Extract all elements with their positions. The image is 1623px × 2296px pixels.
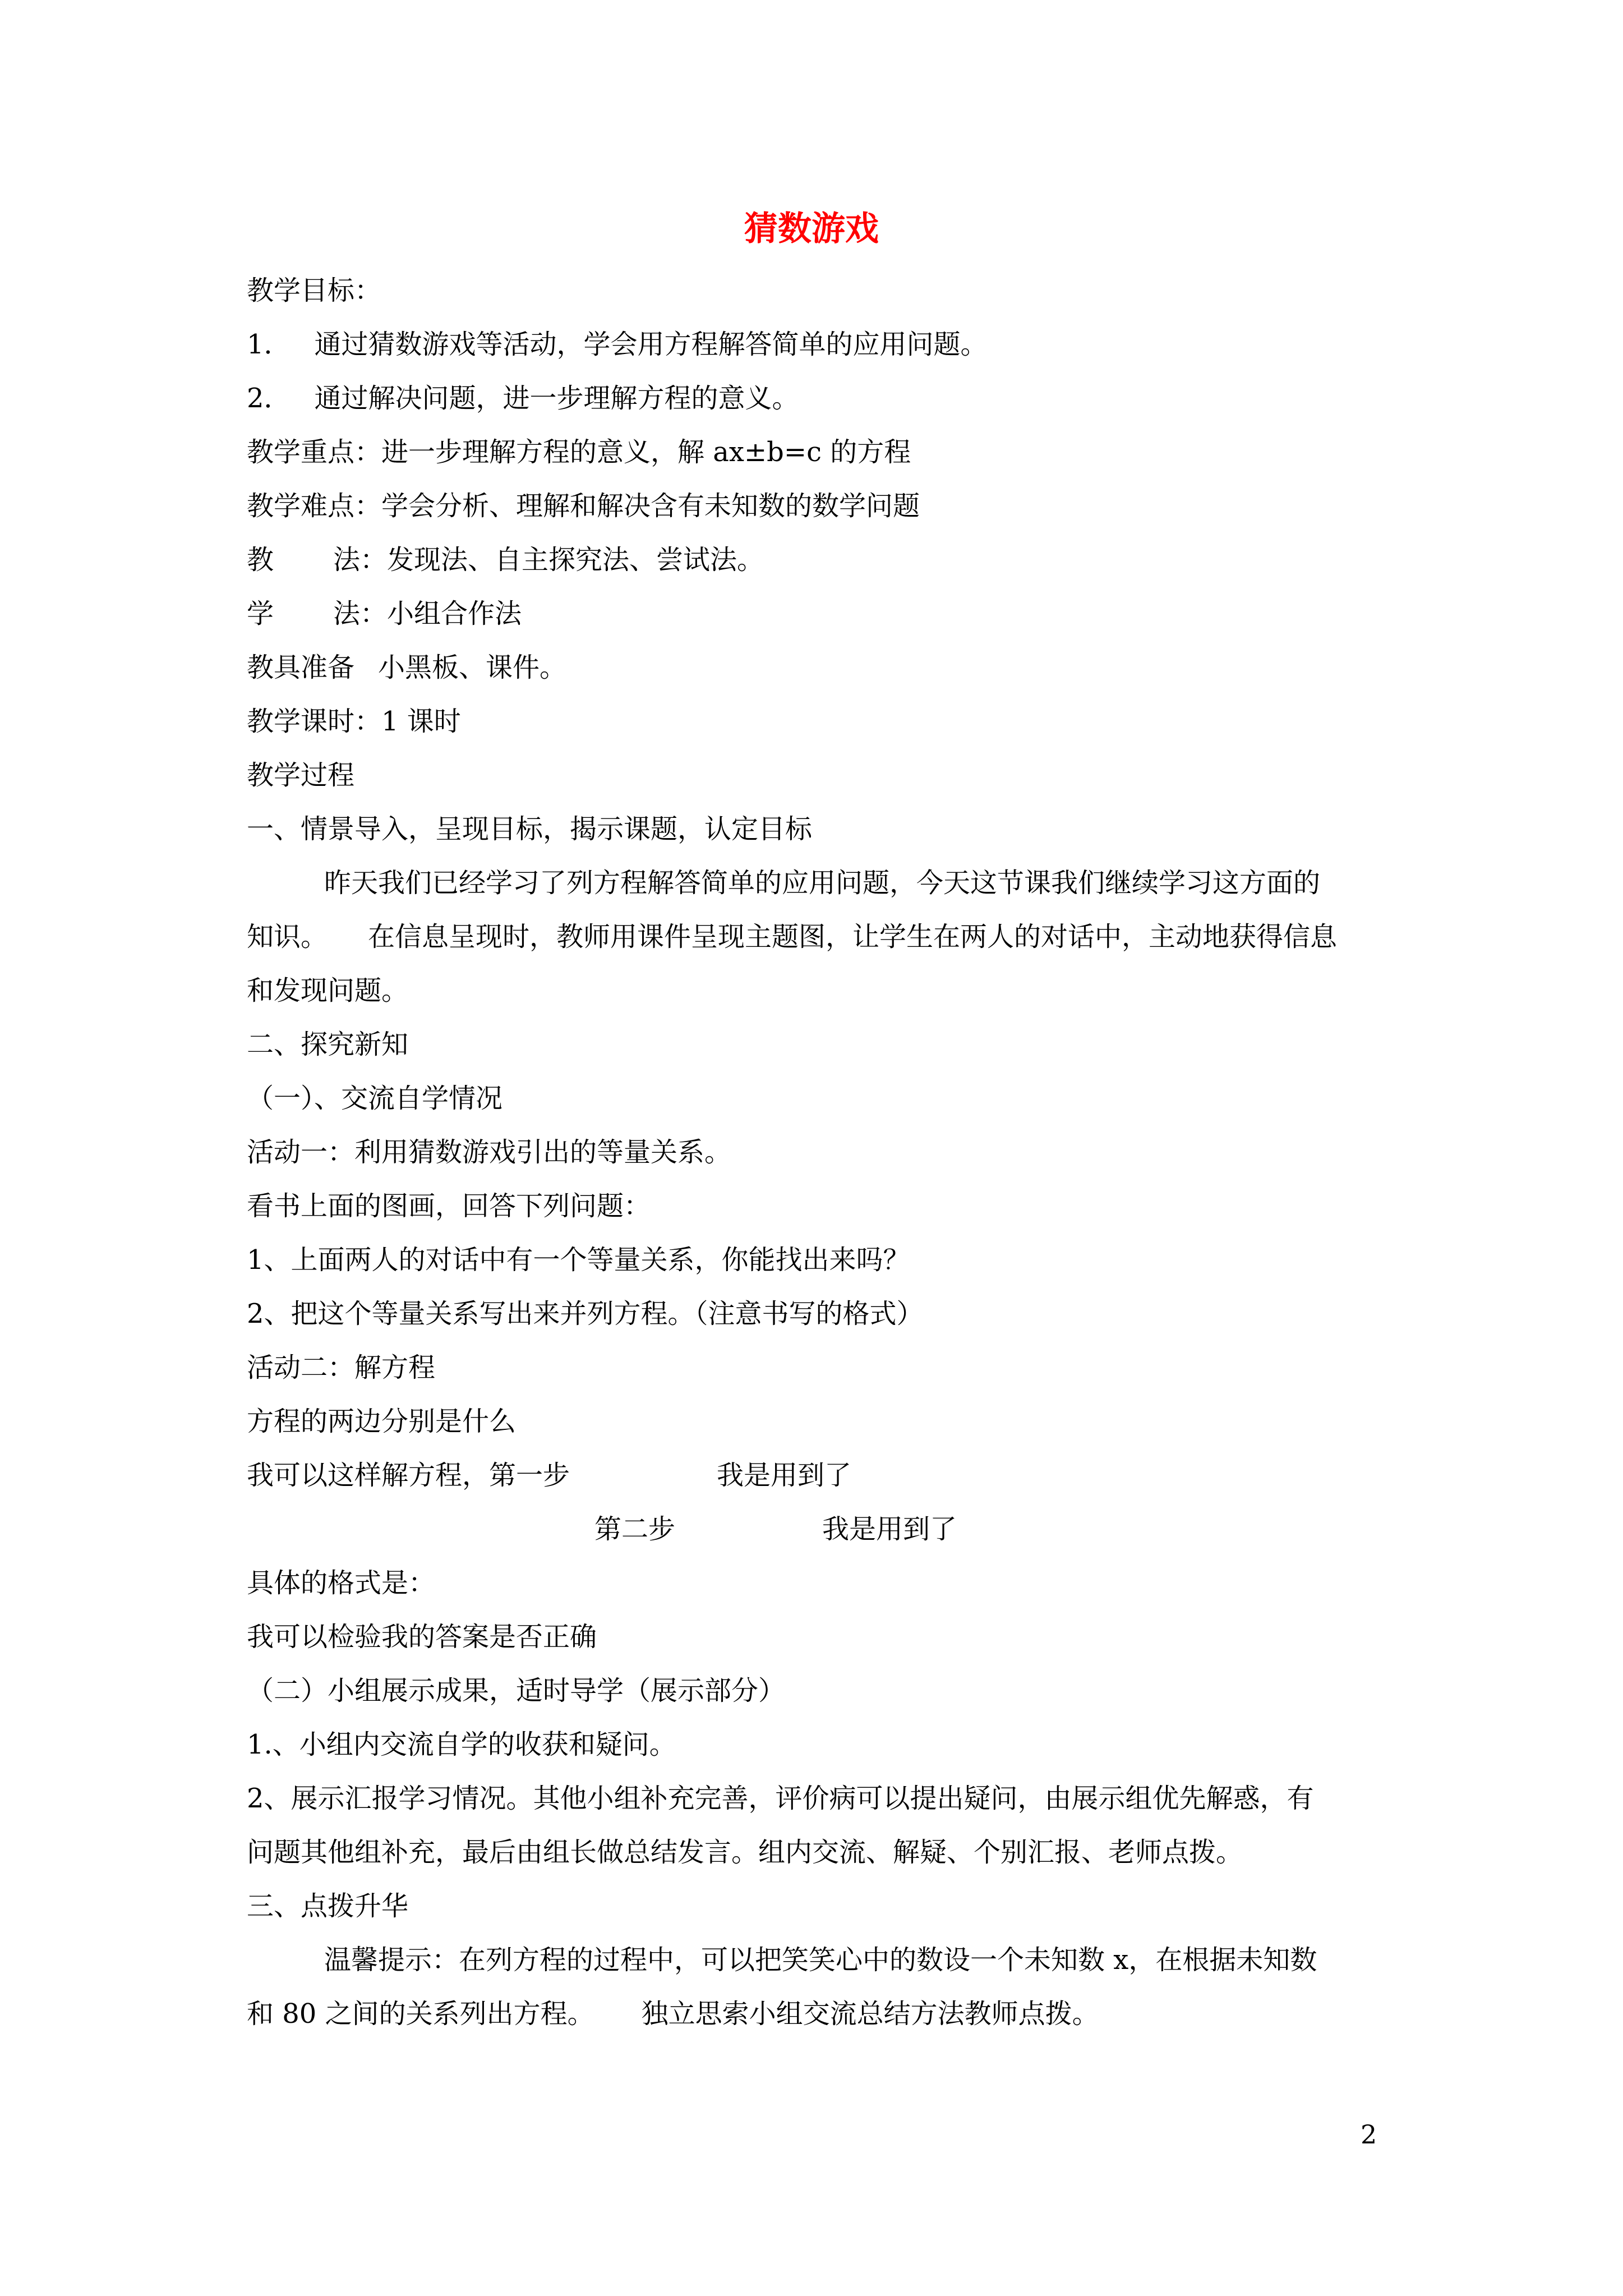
step-two-line [594,1511,957,1547]
paragraph-line: 昨天我们已经学习了列方程解答简单的应用问题，今天这节课我们继续学习这方面的 [324,867,1321,899]
section-heading-3: 三、点拨升华 [247,1890,409,1922]
objective-text: 通过解决问题，进一步理解方程的意义。 [314,383,799,414]
tools-text: 小黑板、课件。 [378,652,567,683]
text-segment: 第二步 [594,1513,676,1545]
text-segment: 我可以这样解方程，第一步 [247,1460,570,1491]
paragraph-line [247,919,1337,955]
question-2: 2、把这个等量关系写出来并列方程。（注意书写的格式） [247,1298,924,1329]
question-1: 1、上面两人的对话中有一个等量关系，你能找出来吗？ [247,1244,910,1276]
page-number: 2 [1361,2119,1377,2150]
step-one-line [247,1457,851,1493]
paragraph-line: 看书上面的图画，回答下列问题： [247,1190,651,1222]
learning-method [247,596,522,632]
teaching-method [247,542,764,578]
subsection-heading-1: （一）、交流自学情况 [247,1083,503,1114]
paragraph-line: 2、展示汇报学习情况。其他小组补充完善，评价病可以提出疑问，由展示组优先解惑，有 [247,1783,1314,1814]
text-segment: 我是用到了 [822,1513,957,1545]
paragraph-line: 1.、小组内交流自学的收获和疑问。 [247,1729,676,1760]
paragraph-line: 我可以检验我的答案是否正确 [247,1621,597,1653]
list-number: 2． [247,383,291,414]
text-segment: 和 80 之间的关系列出方程。 [247,1998,594,2030]
section-label-objectives: 教学目标： [247,275,382,306]
list-number: 1． [247,329,291,360]
teaching-key-point: 教学重点：进一步理解方程的意义，解 ax±b=c 的方程 [247,436,911,468]
method-text: 法：小组合作法 [333,598,522,629]
text-segment: 独立思索小组交流总结方法教师点拨。 [641,1998,1099,2030]
document-title: 猜数游戏 [744,209,879,249]
text-segment: 知识。 [247,921,328,953]
subsection-heading-2: （二）小组展示成果，适时导学（展示部分） [247,1675,786,1706]
paragraph-line: 温馨提示：在列方程的过程中，可以把笑笑心中的数设一个未知数 x，在根据未知数 [324,1944,1317,1976]
teaching-hours: 教学课时：1 课时 [247,706,461,737]
text-segment: 在信息呈现时，教师用课件呈现主题图，让学生在两人的对话中，主动地获得信息 [368,921,1338,953]
text-segment: 我是用到了 [717,1460,852,1491]
label-char: 教 [247,544,274,576]
teaching-difficulty: 教学难点：学会分析、理解和解决含有未知数的数学问题 [247,490,920,522]
paragraph-line [247,1996,1099,2032]
section-label-process: 教学过程 [247,760,355,791]
paragraph-line: 问题其他组补充，最后由组长做总结发言。组内交流、解疑、个别汇报、老师点拨。 [247,1837,1243,1868]
paragraph-line: 方程的两边分别是什么 [247,1406,517,1437]
objective-2 [247,380,799,416]
section-heading-2: 二、探究新知 [247,1029,409,1060]
activity-one: 活动一：利用猜数游戏引出的等量关系。 [247,1137,732,1168]
paragraph-line: 和发现问题。 [247,975,409,1006]
section-heading-1: 一、情景导入，呈现目标，揭示课题，认定目标 [247,813,813,845]
activity-two: 活动二：解方程 [247,1352,436,1383]
tools-label: 教具准备 [247,652,355,683]
method-text: 法：发现法、自主探究法、尝试法。 [333,544,764,576]
label-char: 学 [247,598,274,629]
teaching-tools [247,650,566,685]
objective-text: 通过猜数游戏等活动，学会用方程解答简单的应用问题。 [314,329,988,360]
paragraph-line: 具体的格式是： [247,1567,436,1599]
objective-1 [247,326,988,362]
